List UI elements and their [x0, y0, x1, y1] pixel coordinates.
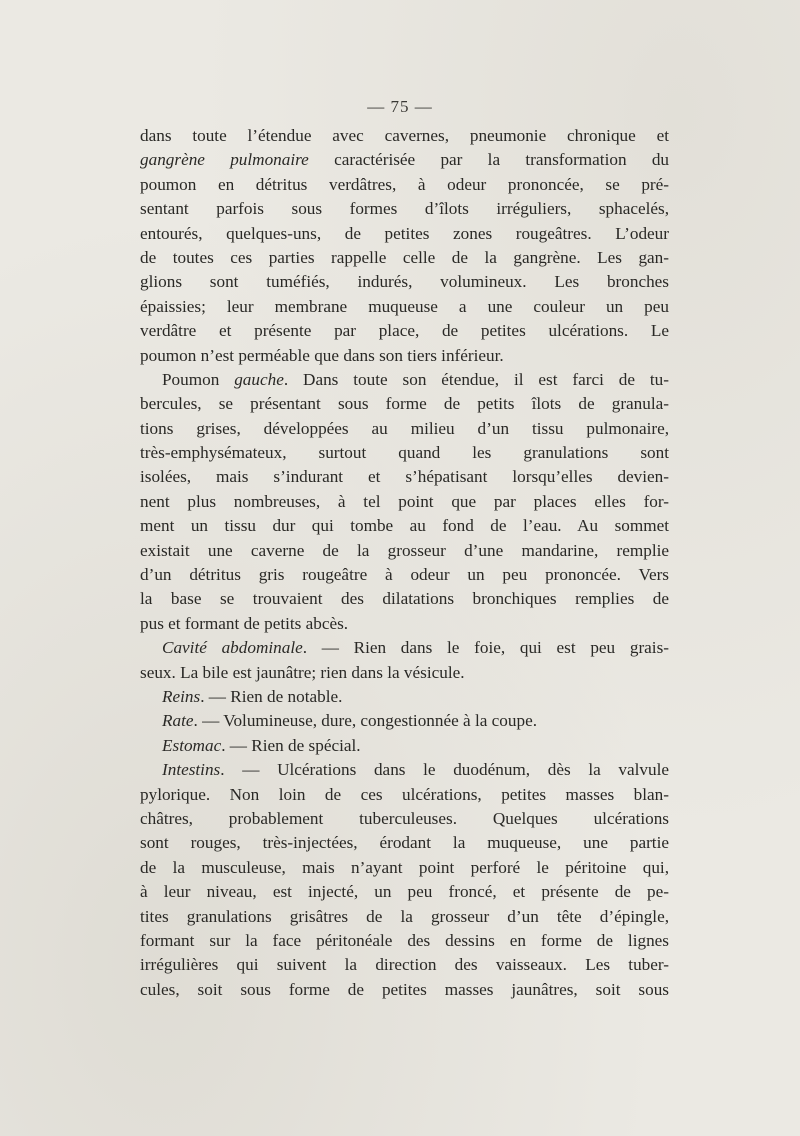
text-run: . — Rien de spécial.: [221, 735, 361, 755]
page-number: — 75 —: [367, 97, 433, 116]
text-run: nent plus nombreuses, à tel point que par places elles for-: [140, 491, 669, 511]
text-run: . — Rien dans le foie, qui est peu grais-: [302, 638, 669, 658]
text-line: [140, 173, 669, 197]
text-run: caractérisée par la transformation du: [308, 150, 669, 170]
text-run: verdâtre et présente par place, de petites ulcérations. Le: [140, 321, 669, 341]
text-line: [140, 563, 669, 587]
text-line: [140, 344, 669, 368]
text-line: [140, 929, 669, 953]
text-run: ment un tissu dur qui tombe au fond de l’eau. Au sommet: [140, 516, 669, 536]
text-run: cules, soit sous forme de petites masses jaunâtres, soit sous: [140, 979, 669, 999]
text-line: [140, 880, 669, 904]
text-line: [140, 222, 669, 246]
text-run: poumon n’est perméable que dans son tiers inférieur.: [140, 345, 504, 365]
text-run: châtres, probablement tuberculeuses. Quelques ulcérations: [140, 808, 669, 828]
text-line: [140, 831, 669, 855]
text-run: formant sur la face péritonéale des dessins en forme de lignes: [140, 930, 669, 950]
text-run: bercules, se présentant sous forme de petits îlots de granula-: [140, 394, 669, 414]
text-line: [140, 465, 669, 489]
text-line: [140, 734, 669, 758]
text-run: poumon en détritus verdâtres, à odeur prononcée, se pré-: [140, 174, 669, 194]
text-line: [140, 758, 669, 782]
italic-term: gauche: [234, 369, 284, 389]
text-line: [140, 295, 669, 319]
text-line: [140, 587, 669, 611]
italic-term: Intestins: [162, 760, 221, 780]
text-run: pus et formant de petits abcès.: [140, 613, 349, 633]
text-line: [140, 685, 669, 709]
text-run: glions sont tuméfiés, indurés, volumineux. Les bronches: [140, 272, 669, 292]
text-line: [140, 807, 669, 831]
text-run: la base se trouvaient des dilatations bronchiques remplies de: [140, 589, 669, 609]
text-line: [140, 636, 669, 660]
text-line: [140, 197, 669, 221]
text-line: [140, 783, 669, 807]
text-line: [140, 441, 669, 465]
text-line: [140, 392, 669, 416]
text-run: tions grises, développées au milieu d’un tissu pulmonaire,: [140, 418, 669, 438]
italic-term: Cavité abdominale: [162, 638, 303, 658]
italic-term: gangrène pulmonaire: [140, 150, 309, 170]
italic-term: Reins: [162, 686, 201, 706]
text-line: [140, 417, 669, 441]
text-run: existait une caverne de la grosseur d’une mandarine, remplie: [140, 540, 669, 560]
text-line: [140, 612, 669, 636]
text-run: sont rouges, très-injectées, érodant la muqueuse, une partie: [140, 833, 669, 853]
text-run: isolées, mais s’indurant et s’hépatisant lorsqu’elles devien-: [140, 467, 669, 487]
text-run: . — Rien de notable.: [200, 686, 343, 706]
text-run: très-emphysémateux, surtout quand les granulations sont: [140, 443, 669, 463]
text-run: irrégulières qui suivent la direction des vaisseaux. Les tuber-: [140, 955, 669, 975]
text-run: sentant parfois sous formes d’îlots irréguliers, sphacelés,: [140, 199, 669, 219]
text-run: de toutes ces parties rappelle celle de la gangrène. Les gan-: [140, 247, 669, 267]
text-run: pylorique. Non loin de ces ulcérations, petites masses blan-: [140, 784, 669, 804]
text-run: tites granulations grisâtres de la grosseur d’un tête d’épingle,: [140, 906, 669, 926]
text-line: [140, 709, 669, 733]
text-line: [140, 539, 669, 563]
text-line: [140, 978, 669, 1002]
text-line: [140, 490, 669, 514]
body-text: [140, 124, 669, 1002]
text-run: seux. La bile est jaunâtre; rien dans la vésicule.: [140, 662, 465, 682]
text-run: . Dans toute son étendue, il est farci de tu-: [283, 369, 669, 389]
text-line: [140, 270, 669, 294]
text-run: de la musculeuse, mais n’ayant point perforé le péritoine qui,: [140, 857, 669, 877]
text-line: [140, 661, 669, 685]
text-run: Poumon: [162, 369, 235, 389]
italic-term: Estomac: [162, 735, 222, 755]
text-run: . — Ulcérations dans le duodénum, dès la valvule: [220, 760, 669, 780]
text-line: [140, 368, 669, 392]
text-line: [140, 514, 669, 538]
text-run: épaissies; leur membrane muqueuse a une couleur un peu: [140, 296, 669, 316]
text-run: dans toute l’étendue avec cavernes, pneumonie chronique et: [140, 126, 669, 145]
text-run: à leur niveau, est injecté, un peu froncé, et présente de pe-: [140, 882, 669, 902]
text-line: [140, 124, 669, 148]
text-line: [140, 953, 669, 977]
text-line: [140, 246, 669, 270]
text-line: [140, 319, 669, 343]
text-run: d’un détritus gris rougeâtre à odeur un peu prononcée. Vers: [140, 565, 669, 585]
text-line: [140, 148, 669, 172]
text-line: [140, 856, 669, 880]
text-line: [140, 905, 669, 929]
text-run: entourés, quelques-uns, de petites zones rougeâtres. L’odeur: [140, 223, 669, 243]
italic-term: Rate: [162, 711, 194, 731]
text-run: . — Volumineuse, dure, congestionnée à la coupe.: [193, 711, 538, 731]
